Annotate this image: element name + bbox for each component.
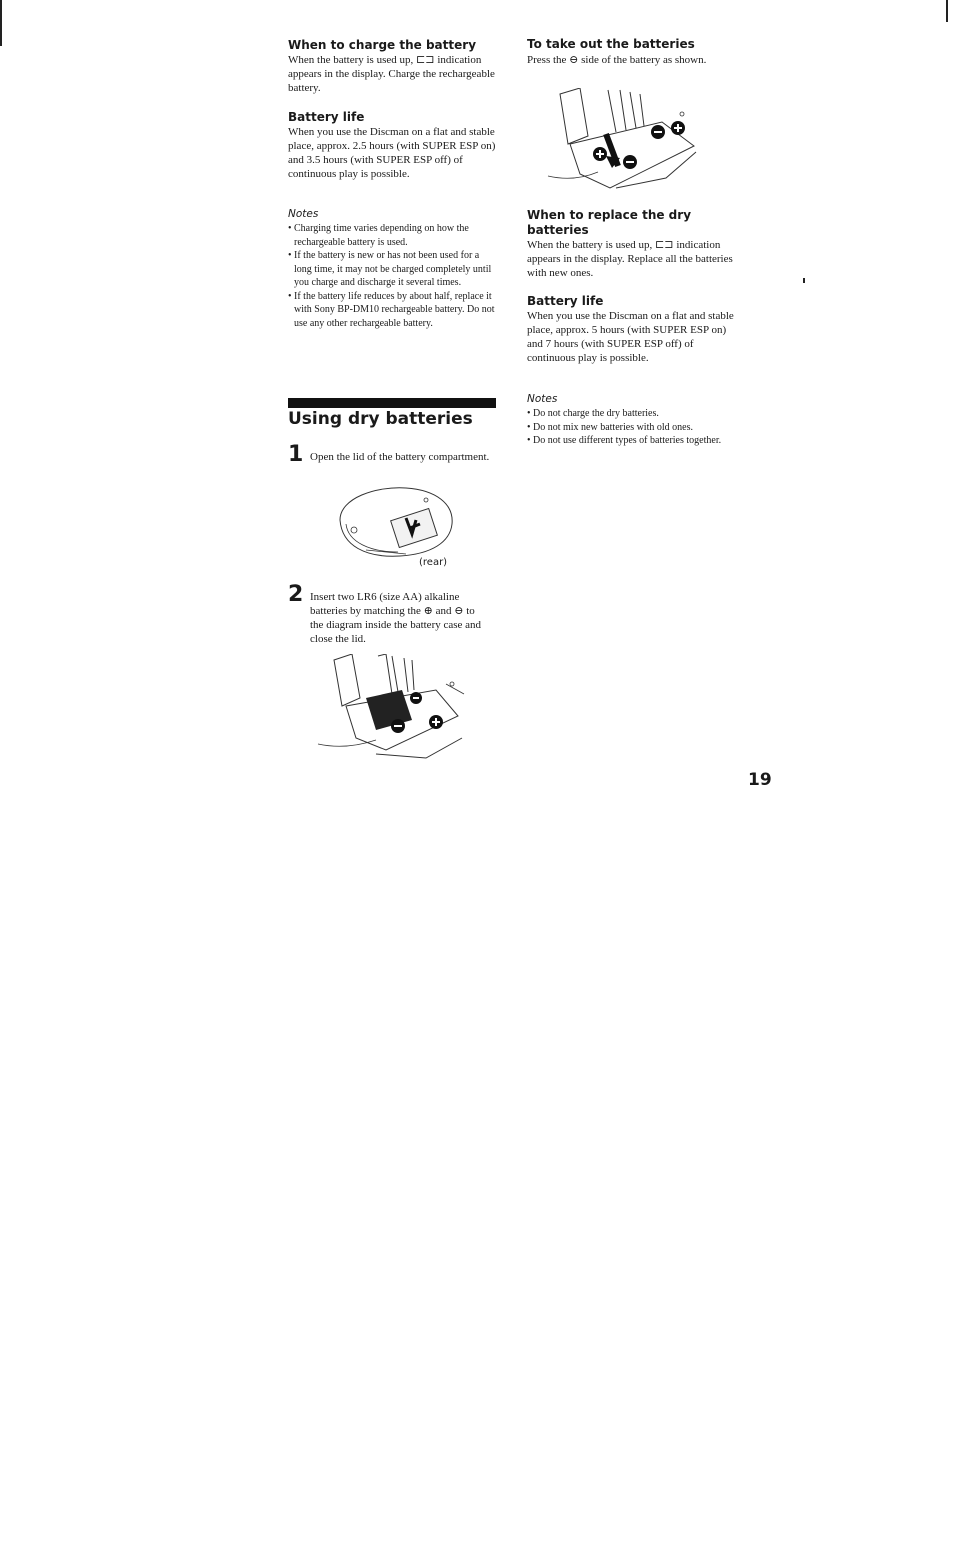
scan-mark-dot <box>803 278 805 283</box>
take-out-text: Press the ⊖ side of the battery as shown. <box>527 54 707 66</box>
step-1-number: 1 <box>288 442 304 467</box>
discman-rear-figure <box>336 484 456 560</box>
battery-life-heading-left: Battery life <box>288 110 365 124</box>
notes-list-right <box>527 407 727 448</box>
replace-heading: When to replace the dry batteries <box>527 208 692 237</box>
note-item: • Do not charge the dry batteries. <box>527 407 727 421</box>
notes-heading-left: Notes <box>288 208 319 220</box>
battery-life-text-right: When you use the Discman on a flat and stable place, approx. 5 hours (with SUPER ESP on) and 7 hours (with SUPER ESP off) of continuous play is possible. <box>527 310 734 364</box>
figure-label-rear: (rear) <box>419 557 448 568</box>
charge-heading: When to charge the battery <box>288 38 477 52</box>
note-item: • Do not mix new batteries with old ones. <box>527 421 727 435</box>
scan-mark-left <box>0 0 2 46</box>
replace-text: When the battery is used up, ⊏⊐ indication appears in the display. Replace all the batteries with new ones. <box>527 239 733 279</box>
charge-text: When the battery is used up, ⊏⊐ indication appears in the display. Charge the rechargeable battery. <box>288 54 495 94</box>
step-2-text: Insert two LR6 (size AA) alkaline batteries by matching the ⊕ and ⊖ to the diagram inside the battery case and close the lid. <box>310 591 482 645</box>
step-2-number: 2 <box>288 582 304 607</box>
note-item: • If the battery is new or has not been used for a long time, it may not be charged completely until you charge and discharge it several times. <box>288 249 498 290</box>
notes-left <box>288 208 498 330</box>
scan-mark-right <box>946 0 948 22</box>
battery-life-text-left: When you use the Discman on a flat and stable place, approx. 2.5 hours (with SUPER ESP on) and 3.5 hours (with SUPER ESP off) of continuous play is possible. <box>288 126 496 180</box>
note-item: • If the battery life reduces by about half, replace it with Sony BP-DM10 rechargeable battery. Do not use any other rechargeable battery. <box>288 290 498 331</box>
take-out-heading: To take out the batteries <box>527 37 695 51</box>
note-item: • Charging time varies depending on how the rechargeable battery is used. <box>288 222 498 249</box>
insert-batteries-figure <box>316 654 466 760</box>
note-item: • Do not use different types of batteries together. <box>527 434 727 448</box>
notes-heading-right: Notes <box>527 393 558 405</box>
section-bar <box>288 398 496 408</box>
page-number: 19 <box>748 770 772 790</box>
step-1-text: Open the lid of the battery compartment. <box>310 451 490 463</box>
battery-life-heading-right: Battery life <box>527 294 604 308</box>
notes-right <box>527 393 727 448</box>
section-title: Using dry batteries <box>288 409 473 429</box>
notes-list-left <box>288 222 498 330</box>
take-out-batteries-figure <box>546 88 698 192</box>
